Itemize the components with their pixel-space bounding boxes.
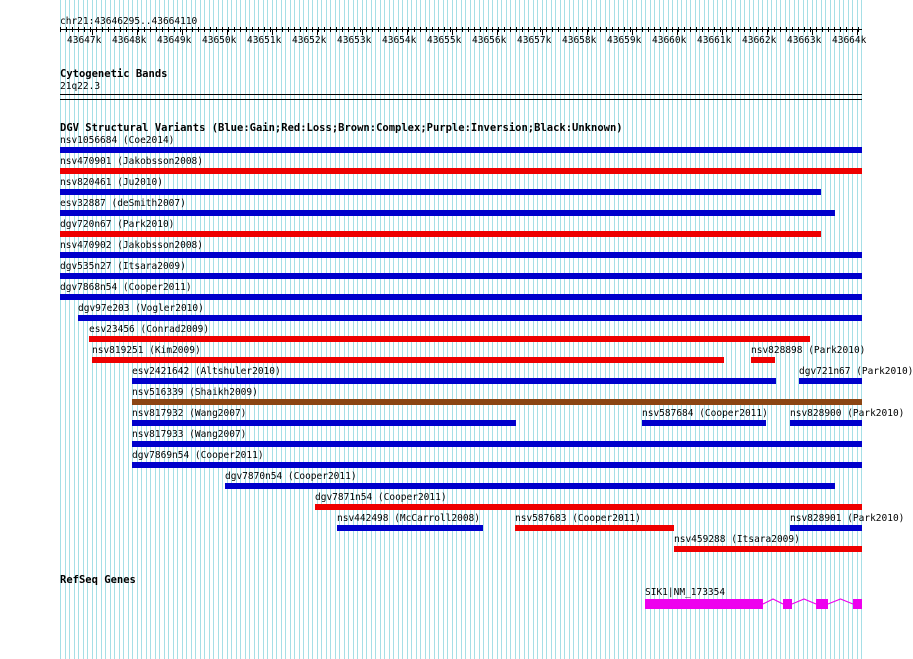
variant-label[interactable]: nsv470902 (Jakobsson2008) (60, 240, 203, 251)
ruler-arrow-tick (534, 27, 535, 32)
ruler-arrow-tick (192, 27, 193, 32)
variant-bar[interactable] (132, 420, 516, 426)
cytoband-label[interactable]: 21q22.3 (60, 81, 101, 92)
ruler-arrow-tick (510, 27, 511, 32)
ruler-arrow-tick (372, 27, 373, 32)
variant-bar[interactable] (60, 210, 835, 216)
variant-bar[interactable] (60, 147, 862, 153)
variant-label[interactable]: nsv442498 (McCarroll2008) (337, 513, 480, 524)
ruler-tick-label: 43660k (652, 35, 687, 46)
ruler-tick-label: 43652k (292, 35, 327, 46)
ruler-arrow-tick (528, 27, 529, 32)
ruler-arrow-tick (156, 27, 157, 32)
ruler-arrow-tick (366, 27, 367, 32)
ruler-arrow-tick (576, 27, 577, 32)
variant-bar[interactable] (790, 525, 862, 531)
ruler-arrow-tick (600, 27, 601, 32)
ruler-arrow-tick (468, 27, 469, 32)
ruler-arrow-tick (606, 27, 607, 32)
ruler-arrow-tick (252, 27, 253, 32)
variant-bar[interactable] (337, 525, 483, 531)
ruler-tick-label: 43658k (562, 35, 597, 46)
variant-bar[interactable] (132, 441, 862, 447)
ruler-arrow-tick (450, 27, 451, 32)
ruler-arrow-tick (324, 27, 325, 32)
ruler-arrow-tick (756, 27, 757, 32)
ruler-arrow-tick (630, 27, 631, 32)
ruler-arrow-tick (486, 27, 487, 32)
ruler-arrow-tick (750, 27, 751, 32)
ruler-arrow-tick (378, 27, 379, 32)
ruler-arrow-tick (258, 27, 259, 32)
variant-bar[interactable] (89, 336, 810, 342)
ruler-arrow-tick (384, 27, 385, 32)
variant-bar[interactable] (60, 168, 862, 174)
variant-bar[interactable] (799, 378, 862, 384)
ruler-tick-label: 43654k (382, 35, 417, 46)
ruler-tick-label: 43650k (202, 35, 237, 46)
ruler-arrow-tick (96, 27, 97, 32)
variant-bar[interactable] (515, 525, 674, 531)
ruler-arrow-tick (462, 27, 463, 32)
ruler-arrow-tick (438, 27, 439, 32)
ruler-arrow-tick (522, 27, 523, 32)
ruler-arrow-tick (288, 27, 289, 32)
ruler-arrow-tick (642, 27, 643, 32)
ruler-arrow-tick (318, 27, 319, 32)
ruler-arrow-tick (588, 27, 589, 32)
ruler-arrow-tick (558, 27, 559, 32)
variant-bar[interactable] (60, 273, 862, 279)
refseq-track-title: RefSeq Genes (60, 574, 136, 586)
ruler-arrow-tick (786, 27, 787, 32)
ruler-arrow-tick (78, 27, 79, 32)
variant-label[interactable]: nsv828900 (Park2010) (790, 408, 905, 419)
ruler-arrow-tick (618, 27, 619, 32)
variant-label[interactable]: nsv1056684 (Coe2014) (60, 135, 175, 146)
cytoband-line-top (60, 94, 862, 95)
ruler-arrow-tick (84, 27, 85, 32)
ruler-arrow-tick (114, 27, 115, 32)
ruler-arrow-tick (126, 27, 127, 32)
ruler-arrow-tick (744, 27, 745, 32)
variant-label[interactable]: dgv7870n54 (Cooper2011) (225, 471, 357, 482)
variant-bar[interactable] (60, 252, 862, 258)
ruler-arrow-tick (432, 27, 433, 32)
variant-label[interactable]: nsv516339 (Shaikh2009) (132, 387, 258, 398)
variant-label[interactable]: nsv817932 (Wang2007) (132, 408, 247, 419)
ruler-arrow-tick (774, 27, 775, 32)
ruler-tick-label: 43656k (472, 35, 507, 46)
variant-bar[interactable] (60, 189, 821, 195)
ruler-arrow-tick (162, 27, 163, 32)
variant-bar[interactable] (78, 315, 862, 321)
ruler-arrow-tick (840, 27, 841, 32)
gene-intron (828, 599, 853, 604)
ruler-arrow-tick (480, 27, 481, 32)
ruler-arrow-tick (306, 27, 307, 32)
ruler-arrow-tick (846, 27, 847, 32)
ruler-arrow-tick (732, 27, 733, 32)
ruler-tick-label: 43655k (427, 35, 462, 46)
ruler-arrow-tick (720, 27, 721, 32)
ruler-arrow-tick (822, 27, 823, 32)
variant-label[interactable]: nsv470901 (Jakobsson2008) (60, 156, 203, 167)
ruler-arrow-tick (582, 27, 583, 32)
ruler-arrow-tick (690, 27, 691, 32)
variant-label[interactable]: nsv587683 (Cooper2011) (515, 513, 641, 524)
ruler-arrow-tick (186, 27, 187, 32)
ruler-arrow-tick (336, 27, 337, 32)
variant-label[interactable]: dgv7869n54 (Cooper2011) (132, 450, 264, 461)
ruler-arrow-tick (810, 27, 811, 32)
ruler-arrow-tick (696, 27, 697, 32)
ruler-arrow-tick (402, 27, 403, 32)
ruler-arrow-tick (234, 27, 235, 32)
ruler-tick-label: 43663k (787, 35, 822, 46)
ruler-arrow-tick (834, 27, 835, 32)
ruler-arrow-tick (270, 27, 271, 32)
ruler-tick-label: 43664k (832, 35, 867, 46)
variant-label[interactable]: nsv828901 (Park2010) (790, 513, 905, 524)
ruler-arrow-tick (516, 27, 517, 32)
ruler-arrow-tick (798, 27, 799, 32)
ruler-arrow-tick (804, 27, 805, 32)
ruler-arrow-tick (90, 27, 91, 32)
ruler-tick-label: 43659k (607, 35, 642, 46)
ruler-arrow-tick (216, 27, 217, 32)
variant-bar[interactable] (225, 483, 835, 489)
variant-bar[interactable] (60, 231, 821, 237)
ruler-arrow-tick (198, 27, 199, 32)
ruler-tick-label: 43653k (337, 35, 372, 46)
ruler-arrow-tick (420, 27, 421, 32)
ruler-arrow-tick (702, 27, 703, 32)
ruler-arrow-tick (738, 27, 739, 32)
ruler-arrow-tick (354, 27, 355, 32)
variant-label[interactable]: nsv819251 (Kim2009) (92, 345, 201, 356)
variant-label[interactable]: dgv7871n54 (Cooper2011) (315, 492, 447, 503)
variant-bar[interactable] (642, 420, 766, 426)
variant-label[interactable]: esv2421642 (Altshuler2010) (132, 366, 281, 377)
ruler-arrow-tick (138, 27, 139, 32)
ruler-arrow-tick (276, 27, 277, 32)
variant-label[interactable]: dgv721n67 (Park2010) (799, 366, 913, 377)
variant-bar[interactable] (790, 420, 862, 426)
variant-label[interactable]: nsv587684 (Cooper2011) (642, 408, 768, 419)
variant-label[interactable]: nsv820461 (Ju2010) (60, 177, 163, 188)
variant-label[interactable]: dgv720n67 (Park2010) (60, 219, 175, 230)
ruler-arrow-tick (858, 27, 859, 32)
ruler-arrow-tick (660, 27, 661, 32)
ruler-arrow-tick (66, 27, 67, 32)
gene-exon[interactable] (853, 599, 862, 609)
cytoband-track-title: Cytogenetic Bands (60, 68, 168, 80)
ruler-arrow-tick (726, 27, 727, 32)
ruler-arrow-tick (684, 27, 685, 32)
cytoband-line-bottom (60, 99, 862, 100)
ruler-arrow-tick (246, 27, 247, 32)
ruler-arrow-tick (132, 27, 133, 32)
ruler-arrow-tick (210, 27, 211, 32)
ruler-arrow-tick (636, 27, 637, 32)
ruler-arrow-tick (654, 27, 655, 32)
ruler-arrow-tick (708, 27, 709, 32)
ruler-arrow-tick (360, 27, 361, 32)
ruler-tick-label: 43661k (697, 35, 732, 46)
ruler-arrow-tick (504, 27, 505, 32)
ruler-tick-label: 43649k (157, 35, 192, 46)
ruler-arrow-tick (348, 27, 349, 32)
ruler-arrow-tick (144, 27, 145, 32)
gene-label[interactable]: SIK1|NM_173354 (645, 587, 726, 598)
ruler-arrow-tick (414, 27, 415, 32)
variant-bar[interactable] (315, 504, 862, 510)
ruler-arrow-tick (312, 27, 313, 32)
ruler-tick-label: 43647k (67, 35, 102, 46)
gene-exon[interactable] (816, 599, 828, 609)
gene-intron (763, 599, 783, 604)
ruler-arrow-tick (492, 27, 493, 32)
ruler-tick-label: 43662k (742, 35, 777, 46)
ruler-arrow-tick (648, 27, 649, 32)
variant-label[interactable]: nsv828898 (Park2010) (751, 345, 866, 356)
ruler-arrow-tick (456, 27, 457, 32)
ruler-arrow-tick (666, 27, 667, 32)
ruler-arrow-tick (780, 27, 781, 32)
variant-bar[interactable] (751, 357, 775, 363)
ruler-arrow-tick (396, 27, 397, 32)
ruler-arrow-tick (678, 27, 679, 32)
dgv-track-title: DGV Structural Variants (Blue:Gain;Red:Loss;Brown:Complex;Purple:Inversion;Black:Unknown) (60, 122, 623, 134)
ruler-arrow-tick (594, 27, 595, 32)
ruler-arrow-tick (282, 27, 283, 32)
variant-label[interactable]: nsv459288 (Itsara2009) (674, 534, 800, 545)
ruler-arrow-tick (570, 27, 571, 32)
ruler-arrow-tick (768, 27, 769, 32)
ruler-arrow-tick (300, 27, 301, 32)
location-label: chr21:43646295..43664110 (60, 16, 198, 27)
ruler-arrow-tick (120, 27, 121, 32)
variant-bar[interactable] (132, 399, 862, 405)
ruler-arrow-tick (72, 27, 73, 32)
ruler-tick-label: 43657k (517, 35, 552, 46)
ruler-arrow-tick (240, 27, 241, 32)
ruler-arrow-tick (168, 27, 169, 32)
ruler-arrow-tick (330, 27, 331, 32)
gene-intron (792, 599, 816, 604)
variant-label[interactable]: nsv817933 (Wang2007) (132, 429, 247, 440)
ruler-arrow-tick (408, 27, 409, 32)
ruler-arrow-tick (294, 27, 295, 32)
ruler-arrow-tick (816, 27, 817, 32)
ruler-arrow-tick (564, 27, 565, 32)
variant-label[interactable]: esv32887 (deSmith2007) (60, 198, 186, 209)
gene-model[interactable] (0, 595, 890, 625)
ruler-arrow-tick (792, 27, 793, 32)
ruler-tick-label: 43648k (112, 35, 147, 46)
ruler-arrow-tick (540, 27, 541, 32)
variant-label[interactable]: dgv7868n54 (Cooper2011) (60, 282, 192, 293)
ruler-arrow-tick (552, 27, 553, 32)
ruler-arrow-tick (852, 27, 853, 32)
variant-bar[interactable] (92, 357, 724, 363)
variant-bar[interactable] (132, 462, 862, 468)
ruler-arrow-tick (102, 27, 103, 32)
ruler-arrow-tick (180, 27, 181, 32)
ruler-arrow-tick (60, 27, 61, 32)
variant-bar[interactable] (132, 378, 776, 384)
ruler-arrow-tick (714, 27, 715, 32)
gene-exon[interactable] (783, 599, 792, 609)
ruler-arrow-tick (474, 27, 475, 32)
ruler-arrow-tick (228, 27, 229, 32)
ruler-arrow-tick (612, 27, 613, 32)
variant-label[interactable]: esv23456 (Conrad2009) (89, 324, 210, 335)
ruler-arrow-tick (672, 27, 673, 32)
ruler-arrow-tick (264, 27, 265, 32)
ruler-tick-label: 43651k (247, 35, 282, 46)
variant-bar[interactable] (674, 546, 862, 552)
ruler-arrow-tick (498, 27, 499, 32)
ruler-arrow-tick (174, 27, 175, 32)
ruler-arrow-tick (444, 27, 445, 32)
ruler-arrow-tick (108, 27, 109, 32)
ruler-arrow-tick (222, 27, 223, 32)
ruler-arrow-tick (546, 27, 547, 32)
ruler-arrow-tick (426, 27, 427, 32)
ruler-arrow-tick (762, 27, 763, 32)
ruler-arrow-tick (204, 27, 205, 32)
variant-label[interactable]: dgv97e203 (Vogler2010) (78, 303, 204, 314)
gene-exon[interactable] (645, 599, 763, 609)
ruler-arrow-tick (828, 27, 829, 32)
ruler-arrow-tick (342, 27, 343, 32)
ruler-arrow-tick (624, 27, 625, 32)
variant-label[interactable]: dgv535n27 (Itsara2009) (60, 261, 186, 272)
ruler-arrow-tick (150, 27, 151, 32)
variant-bar[interactable] (60, 294, 862, 300)
ruler-arrow-tick (390, 27, 391, 32)
